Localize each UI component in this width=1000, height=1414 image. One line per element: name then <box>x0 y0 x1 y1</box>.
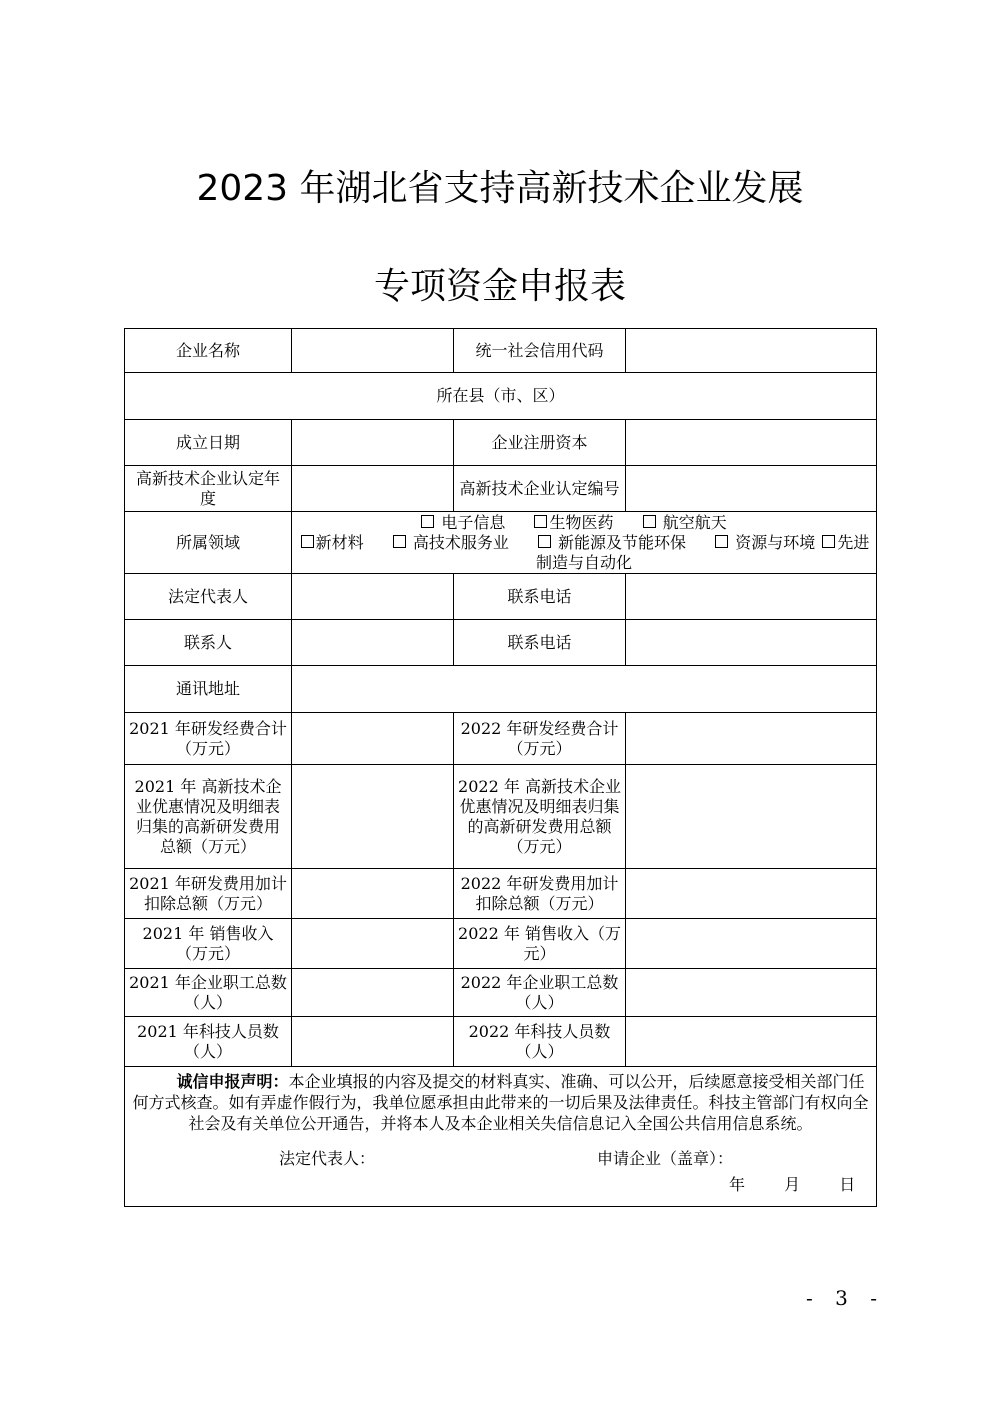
hitech-rd-2021-field[interactable] <box>292 765 454 869</box>
contact-phone-label: 联系电话 <box>454 620 626 666</box>
checkbox[interactable] <box>715 535 728 548</box>
deduction-2021-field[interactable] <box>292 869 454 919</box>
rd-2022-field[interactable] <box>626 713 877 765</box>
tech-2021-field[interactable] <box>292 1017 454 1067</box>
table-row <box>125 466 877 512</box>
table-row <box>125 1017 877 1067</box>
registered-capital-label: 企业注册资本 <box>454 420 626 466</box>
table-row <box>125 765 877 869</box>
hitech-number-label: 高新技术企业认定编号 <box>454 466 626 512</box>
checkbox[interactable] <box>421 515 434 528</box>
staff-2022-label: 2022 年企业职工总数（人） <box>454 969 626 1017</box>
page-number: - 3 - <box>806 1286 885 1310</box>
checkbox[interactable] <box>538 535 551 548</box>
table-row <box>125 869 877 919</box>
domain-options <box>292 512 877 574</box>
sales-2021-field[interactable] <box>292 919 454 969</box>
sign-date <box>729 1174 855 1195</box>
hitech-rd-2022-label: 2022 年 高新技术企业优惠情况及明细表归集的高新研发费用总额（万元） <box>454 765 626 869</box>
table-row <box>125 919 877 969</box>
deduction-2022-label: 2022 年研发费用加计扣除总额（万元） <box>454 869 626 919</box>
legal-rep-label: 法定代表人 <box>125 574 292 620</box>
tech-2021-label: 2021 年科技人员数（人） <box>125 1017 292 1067</box>
hitech-rd-2021-label: 2021 年 高新技术企业优惠情况及明细表归集的高新研发费用总额（万元） <box>125 765 292 869</box>
table-row <box>125 574 877 620</box>
domain-option[interactable]: 电子信息 <box>419 513 505 532</box>
checkbox[interactable] <box>643 515 656 528</box>
date-year: 年 <box>729 1175 746 1194</box>
signature-area <box>129 1144 872 1202</box>
enterprise-seal[interactable]: 申请企业（盖章）： <box>597 1149 734 1168</box>
document-title-line1: 2023 年湖北省支持高新技术企业发展 <box>196 168 804 209</box>
table-row <box>125 1067 877 1207</box>
county-label[interactable]: 所在县（市、区） <box>125 373 877 420</box>
staff-2021-field[interactable] <box>292 969 454 1017</box>
rd-2021-label: 2021 年研发经费合计（万元） <box>125 713 292 765</box>
declaration-cell <box>125 1067 877 1207</box>
contact-label: 联系人 <box>125 620 292 666</box>
rd-2021-field[interactable] <box>292 713 454 765</box>
domain-option[interactable]: 新材料 <box>299 533 364 552</box>
table-row <box>125 969 877 1017</box>
sales-2021-label: 2021 年 销售收入（万元） <box>125 919 292 969</box>
table-row <box>125 666 877 713</box>
declaration-body: 本企业填报的内容及提交的材料真实、准确、可以公开，后续愿意接受相关部门任何方式核查。如有弄虚作假行为，我单位愿承担由此带来的一切后果及法律责任。科技主管部门有权向全社会及有关单位公开通告，并将本人及本企业相关失信信息记入全国公共信用信息系统。 <box>132 1072 869 1133</box>
hitech-year-label: 高新技术企业认定年度 <box>125 466 292 512</box>
registered-capital-field[interactable] <box>626 420 877 466</box>
tech-2022-field[interactable] <box>626 1017 877 1067</box>
checkbox[interactable] <box>393 535 406 548</box>
table-row <box>125 329 877 373</box>
address-label: 通讯地址 <box>125 666 292 713</box>
checkbox[interactable] <box>301 535 314 548</box>
date-month: 月 <box>784 1175 801 1194</box>
contact-phone-field[interactable] <box>626 620 877 666</box>
declaration-text <box>129 1071 872 1134</box>
credit-code-field[interactable] <box>626 329 877 373</box>
tech-2022-label: 2022 年科技人员数（人） <box>454 1017 626 1067</box>
table-row <box>125 512 877 574</box>
table-row <box>125 620 877 666</box>
domain-option[interactable]: 资源与环境 <box>713 533 815 552</box>
company-name-label: 企业名称 <box>125 329 292 373</box>
domain-option[interactable]: 新能源及节能环保 <box>536 533 686 552</box>
deduction-2021-label: 2021 年研发费用加计扣除总额（万元） <box>125 869 292 919</box>
staff-2021-label: 2021 年企业职工总数（人） <box>125 969 292 1017</box>
established-date-field[interactable] <box>292 420 454 466</box>
table-row <box>125 373 877 420</box>
hitech-year-field[interactable] <box>292 466 454 512</box>
hitech-rd-2022-field[interactable] <box>626 765 877 869</box>
document-title-line2: 专项资金申报表 <box>373 266 626 307</box>
hitech-number-field[interactable] <box>626 466 877 512</box>
table-row <box>125 420 877 466</box>
legal-rep-signature[interactable]: 法定代表人： <box>279 1149 376 1168</box>
legal-rep-field[interactable] <box>292 574 454 620</box>
domain-label: 所属领域 <box>125 512 292 574</box>
table-row <box>125 713 877 765</box>
declaration-label: 诚信申报声明： <box>176 1072 289 1091</box>
domain-option[interactable]: 高技术服务业 <box>391 533 509 552</box>
checkbox[interactable] <box>534 515 547 528</box>
domain-option[interactable]: 生物医药 <box>532 513 613 532</box>
rd-2022-label: 2022 年研发经费合计（万元） <box>454 713 626 765</box>
address-field[interactable] <box>292 666 877 713</box>
deduction-2022-field[interactable] <box>626 869 877 919</box>
application-form-table <box>124 328 877 1207</box>
phone-label: 联系电话 <box>454 574 626 620</box>
sales-2022-field[interactable] <box>626 919 877 969</box>
phone-field[interactable] <box>626 574 877 620</box>
established-date-label: 成立日期 <box>125 420 292 466</box>
credit-code-label: 统一社会信用代码 <box>454 329 626 373</box>
domain-option[interactable]: 先进制造与自动化 <box>535 532 870 572</box>
contact-field[interactable] <box>292 620 454 666</box>
checkbox[interactable] <box>822 535 835 548</box>
staff-2022-field[interactable] <box>626 969 877 1017</box>
domain-option[interactable]: 航空航天 <box>641 513 727 532</box>
date-day: 日 <box>839 1175 856 1194</box>
sales-2022-label: 2022 年 销售收入（万元） <box>454 919 626 969</box>
company-name-field[interactable] <box>292 329 454 373</box>
